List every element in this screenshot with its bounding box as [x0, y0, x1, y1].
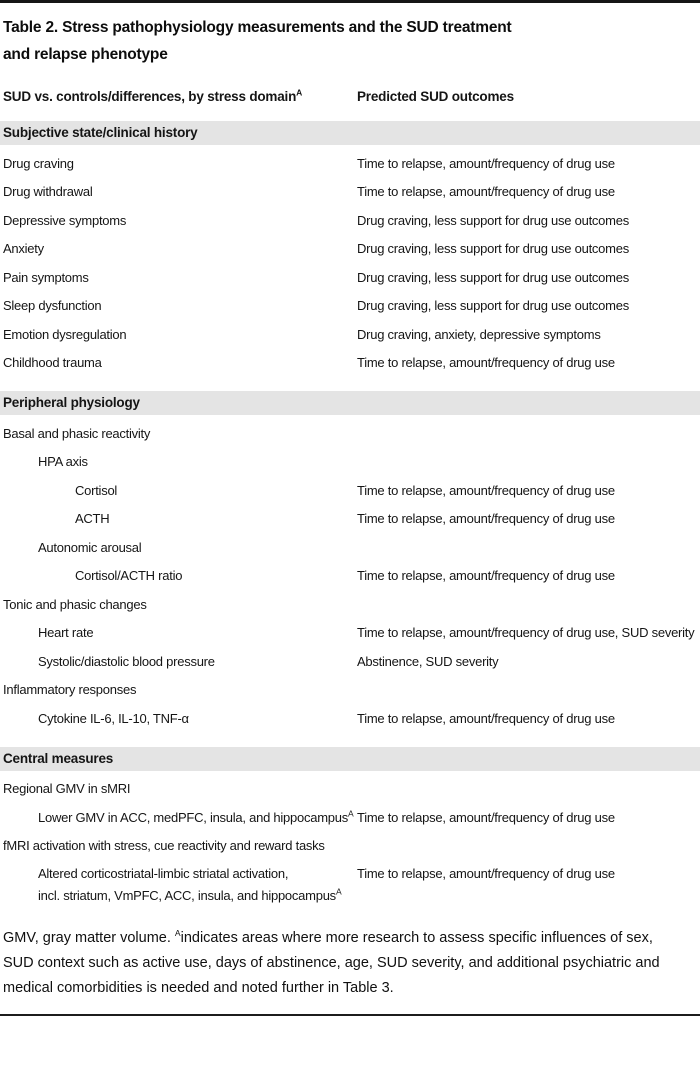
table-row — [0, 775, 700, 804]
row-label — [0, 270, 357, 285]
table-title-line1: Table 2. Stress pathophysiology measurements and the SUD treatment — [3, 19, 512, 36]
row-label — [0, 625, 357, 640]
row-label — [0, 838, 357, 853]
row-label-line: Sleep dysfunction — [3, 298, 102, 314]
section-header: Central measures — [0, 747, 700, 771]
top-rule — [0, 0, 700, 3]
table-row — [0, 349, 700, 378]
row-label — [0, 213, 357, 228]
row-label — [0, 426, 357, 441]
row-label — [0, 711, 357, 726]
col1-header: SUD vs. controls/differences, by stress domain$^A$ — [3, 87, 303, 104]
row-outcome: Time to relapse, amount/frequency of drug use, SUD severity — [357, 625, 695, 641]
table-row — [0, 590, 700, 619]
table-row — [0, 178, 700, 207]
row-outcome: Time to relapse, amount/frequency of drug use — [357, 355, 615, 371]
row-label-line: Emotion dysregulation — [3, 326, 127, 342]
row-label — [0, 327, 357, 342]
table-row — [0, 292, 700, 321]
table-row — [0, 448, 700, 477]
table-row — [0, 320, 700, 349]
table-row — [0, 832, 700, 861]
table-row — [0, 149, 700, 178]
table-row — [0, 533, 700, 562]
col2-header: Predicted SUD outcomes — [357, 89, 514, 104]
table-row — [0, 619, 700, 648]
col1-header-superscript: A — [296, 87, 303, 98]
row-label-line: Heart rate — [38, 625, 94, 641]
bottom-rule — [0, 1014, 700, 1016]
table-row — [0, 419, 700, 448]
row-label — [0, 781, 357, 796]
row-outcome: Time to relapse, amount/frequency of drug use — [357, 568, 615, 584]
row-label-line: Cortisol/ACTH ratio — [75, 568, 183, 584]
footnote — [0, 926, 676, 1001]
row-label-line: Autonomic arousal — [38, 539, 142, 555]
row-label-line: Inflammatory responses — [3, 682, 137, 698]
table-body — [0, 121, 700, 910]
row-label-line: Anxiety — [3, 241, 44, 257]
row-label-line: Childhood trauma — [3, 355, 102, 371]
row-outcome: Time to relapse, amount/frequency of drug use — [357, 710, 615, 726]
row-label-line: HPA axis — [38, 454, 88, 470]
table-title-line2: and relapse phenotype — [3, 46, 168, 63]
row-label-superscript: A — [335, 886, 342, 897]
row-label — [0, 863, 357, 907]
table-row — [0, 235, 700, 264]
row-outcome: Drug craving, less support for drug use outcomes — [357, 298, 629, 314]
row-label-line: fMRI activation with stress, cue reactivity and reward tasks — [3, 838, 325, 854]
row-outcome: Drug craving, less support for drug use outcomes — [357, 241, 629, 257]
row-label-line: Systolic/diastolic blood pressure — [38, 653, 215, 669]
row-label — [0, 454, 357, 469]
table-row — [0, 206, 700, 235]
row-label-line: ACTH — [75, 511, 110, 527]
row-label-line: Basal and phasic reactivity — [3, 425, 151, 441]
row-outcome: Time to relapse, amount/frequency of drug use — [357, 866, 615, 881]
column-headers — [0, 89, 700, 104]
table-row — [0, 676, 700, 705]
row-outcome: Time to relapse, amount/frequency of drug use — [357, 809, 615, 825]
row-label-superscript: A — [348, 808, 354, 819]
footnote-prefix: GMV, gray matter volume. — [3, 930, 175, 946]
table-row — [0, 860, 700, 910]
row-label — [0, 483, 357, 498]
table-row — [0, 704, 700, 733]
footnote-superscript: A — [174, 928, 181, 939]
row-label — [0, 156, 357, 171]
table-row — [0, 647, 700, 676]
row-label-line: Drug craving — [3, 155, 74, 171]
row-label — [0, 682, 357, 697]
row-label — [0, 355, 357, 370]
row-label-line: Altered corticostriatal-limbic striatal activation, — [38, 866, 289, 881]
row-label-line: Cytokine IL-6, IL-10, TNF-α — [38, 710, 189, 726]
row-label-line: Depressive symptoms — [3, 212, 127, 228]
row-label — [0, 568, 357, 583]
row-outcome: Time to relapse, amount/frequency of drug use — [357, 482, 615, 498]
row-label-line: Pain symptoms — [3, 269, 89, 285]
table-row — [0, 562, 700, 591]
table-title — [3, 14, 700, 68]
row-label-line: Cortisol — [75, 482, 118, 498]
row-label — [0, 540, 357, 555]
row-label-line: Regional GMV in sMRI — [3, 781, 131, 797]
row-label — [0, 810, 357, 825]
row-label — [0, 298, 357, 313]
table-row — [0, 505, 700, 534]
row-outcome: Drug craving, less support for drug use outcomes — [357, 269, 629, 285]
row-label — [0, 511, 357, 526]
row-label-line: Drug withdrawal — [3, 184, 93, 200]
row-label — [0, 184, 357, 199]
section-header: Subjective state/clinical history — [0, 121, 700, 145]
table-row — [0, 263, 700, 292]
row-outcome: Time to relapse, amount/frequency of drug use — [357, 184, 615, 200]
row-label — [0, 597, 357, 612]
table-row — [0, 476, 700, 505]
row-outcome: Time to relapse, amount/frequency of drug use — [357, 511, 615, 527]
row-label-line: Lower GMV in ACC, medPFC, insula, and hippocampus$^A$ — [38, 808, 354, 825]
table-row — [0, 803, 700, 832]
row-label-line: incl. striatum, VmPFC, ACC, insula, and hippocampus$^A$ — [38, 886, 342, 903]
footnote-text: indicates areas where more research to assess specific influences of sex, SUD context such as active use, days of abstinence, age, SUD severity, and additional psychiatric and medical comorbidities is needed and noted further in Table 3. — [3, 930, 660, 996]
row-outcome: Abstinence, SUD severity — [357, 653, 499, 669]
row-label — [0, 654, 357, 669]
row-outcome: Time to relapse, amount/frequency of drug use — [357, 155, 615, 171]
section-header: Peripheral physiology — [0, 391, 700, 415]
row-outcome: Drug craving, less support for drug use outcomes — [357, 212, 629, 228]
row-outcome: Drug craving, anxiety, depressive symptoms — [357, 326, 601, 342]
row-label-line: Tonic and phasic changes — [3, 596, 147, 612]
row-label — [0, 241, 357, 256]
